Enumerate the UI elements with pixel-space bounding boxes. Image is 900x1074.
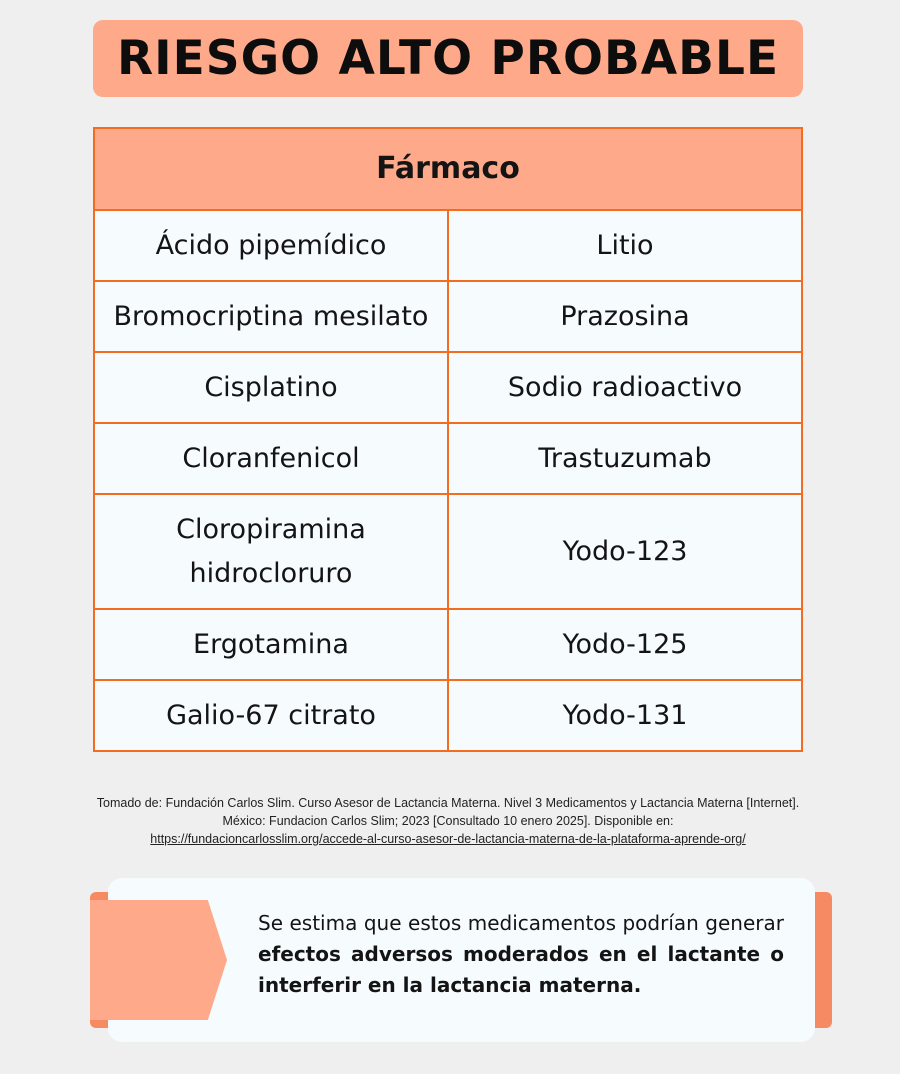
table-row [94,423,802,494]
table-row [94,680,802,751]
note-bold-text: efectos adversos moderados en el lactante o interferir en la lactancia materna. [258,942,784,997]
drug-cell: Bromocriptina mesilato [94,281,448,352]
drug-cell: Cisplatino [94,352,448,423]
table-row [94,210,802,281]
table-header: Fármaco [94,128,802,210]
citation-link[interactable]: https://fundacioncarlosslim.org/accede-al-curso-asesor-de-lactancia-materna-de-la-plataforma-aprende-org/ [150,832,746,846]
table-row [94,281,802,352]
drug-cell: Yodo-125 [448,609,802,680]
citation-text: Tomado de: Fundación Carlos Slim. Curso Asesor de Lactancia Materna. Nivel 3 Medicamentos y Lactancia Materna [Internet]. México: Fundacion Carlos Slim; 2023 [Consultado 10 enero 2025]. Disponible en: [96,796,800,828]
drug-cell: Ácido pipemídico [94,210,448,281]
title-banner [93,20,803,97]
table-row [94,352,802,423]
table-row [94,494,802,609]
note-plain-text: Se estima que estos medicamentos podrían generar [258,911,784,935]
drug-cell: Litio [448,210,802,281]
drug-cell: Sodio radioactivo [448,352,802,423]
drug-cell: Ergotamina [94,609,448,680]
drug-cell: Cloropiramina hidrocloruro [94,494,448,609]
drug-cell: Galio-67 citrato [94,680,448,751]
drug-cell: Yodo-131 [448,680,802,751]
table-row [94,609,802,680]
drug-cell: Cloranfenicol [94,423,448,494]
note-text [258,908,784,1001]
page-title: RIESGO ALTO PROBABLE [116,31,780,86]
arrow-icon [90,900,227,1020]
drug-cell: Trastuzumab [448,423,802,494]
citation [93,794,803,848]
table-header-row [94,128,802,210]
drug-table [93,127,803,752]
drug-cell: Prazosina [448,281,802,352]
drug-cell: Yodo-123 [448,494,802,609]
